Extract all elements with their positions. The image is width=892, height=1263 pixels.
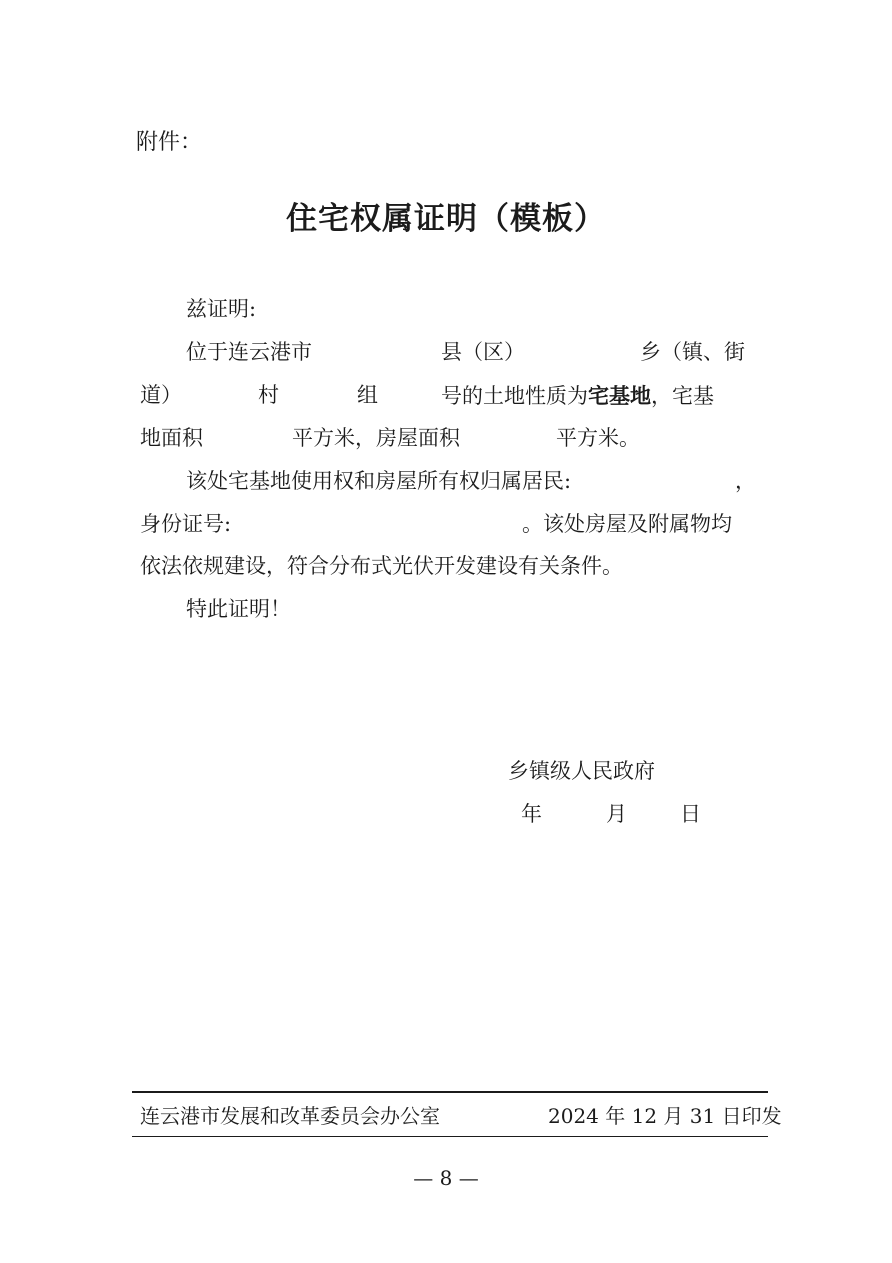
signature-day: 日	[680, 802, 701, 826]
p1-homestead-bold: 宅基地	[588, 383, 651, 408]
p1-land-nature	[441, 385, 714, 407]
salutation: 兹证明:	[186, 297, 257, 321]
attachment-label: 附件：	[136, 130, 203, 155]
footer-date: 2024 年 12 月 31 日印发	[548, 1104, 782, 1128]
p1-house-area-label: 平方米，房屋面积	[292, 426, 460, 450]
p1-village-label: 村	[258, 383, 279, 407]
p1-town-label: 乡（镇、街	[640, 340, 745, 364]
p1-street-label: 道）	[140, 383, 182, 407]
p1-land-nature-text: 号的土地性质为	[441, 384, 588, 408]
signature-year: 年	[521, 802, 542, 826]
p2-conditions: 依法依规建设，符合分布式光伏开发建设有关条件。	[140, 554, 623, 578]
p1-group-label: 组	[357, 383, 378, 407]
p2-compliance: 。该处房屋及附属物均	[522, 512, 732, 536]
page-number: — 8 —	[413, 1166, 479, 1190]
p2-comma: ，	[735, 469, 756, 493]
signature-month: 月	[606, 802, 627, 826]
p1-location-prefix: 位于连云港市	[186, 340, 312, 364]
p2-owner-label: 该处宅基地使用权和房屋所有权归属居民:	[186, 469, 572, 493]
footer-issuer: 连云港市发展和改革委员会办公室	[140, 1104, 440, 1128]
p1-land-area-label: 地面积	[140, 426, 203, 450]
document-title: 住宅权属证明（模板）	[286, 201, 606, 237]
closing-statement: 特此证明！	[186, 597, 291, 621]
p2-id-label: 身份证号:	[140, 512, 232, 536]
p1-sqm-label: 平方米。	[556, 426, 640, 450]
footer-bottom-rule	[132, 1136, 768, 1137]
footer-top-rule	[132, 1091, 768, 1093]
signature-org: 乡镇级人民政府	[508, 759, 655, 783]
p1-county-label: 县（区）	[441, 340, 525, 364]
p1-homestead-suffix: ，宅基	[651, 384, 714, 408]
